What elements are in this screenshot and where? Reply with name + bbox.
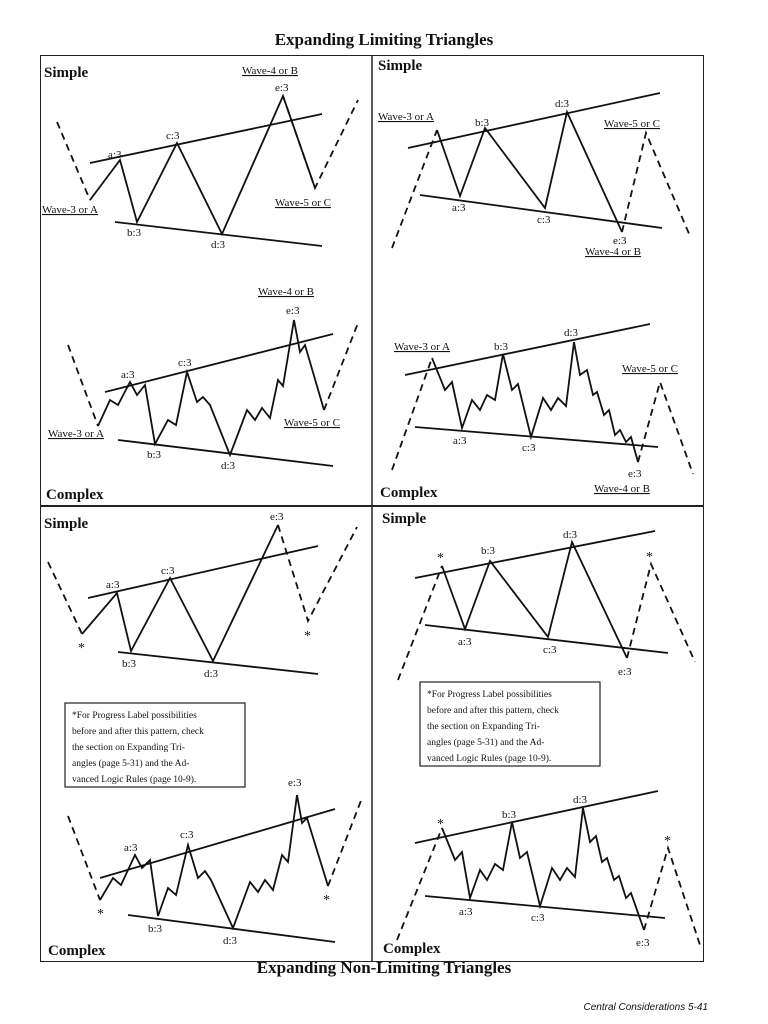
point-c: c:3 bbox=[161, 565, 175, 577]
point-e: e:3 bbox=[618, 666, 632, 678]
wave-label-5c: Wave-5 or C bbox=[604, 118, 660, 130]
point-b: b:3 bbox=[502, 809, 517, 821]
point-e: e:3 bbox=[636, 937, 650, 949]
point-d: d:3 bbox=[223, 935, 238, 947]
asterisk-marker: * bbox=[437, 551, 444, 566]
wave-label-3a: Wave-3 or A bbox=[42, 204, 98, 216]
point-d: d:3 bbox=[221, 460, 236, 472]
exit-dashed bbox=[644, 848, 700, 945]
point-a: a:3 bbox=[459, 906, 473, 918]
point-e: e:3 bbox=[613, 235, 627, 247]
label-simple-tl: Simple bbox=[44, 65, 89, 81]
wave-path bbox=[100, 795, 328, 928]
note-box-right bbox=[420, 682, 600, 766]
bottom-title: Expanding Non-Limiting Triangles bbox=[256, 958, 512, 977]
point-b: b:3 bbox=[481, 545, 496, 557]
point-c: c:3 bbox=[180, 829, 194, 841]
point-e: e:3 bbox=[270, 511, 284, 523]
label-complex-bl: Complex bbox=[48, 943, 106, 959]
note-line: *For Progress Label possibilities bbox=[72, 711, 197, 721]
entry-dashed bbox=[48, 562, 82, 634]
wave-path bbox=[98, 320, 324, 455]
point-a: a:3 bbox=[124, 842, 138, 854]
note-line: the section on Expanding Tri- bbox=[72, 743, 185, 753]
wave-label-5c: Wave-5 or C bbox=[622, 363, 678, 375]
note-line: vanced Logic Rules (page 10-9). bbox=[427, 754, 552, 764]
point-e: e:3 bbox=[628, 468, 642, 480]
note-line: angles (page 5-31) and the Ad- bbox=[427, 738, 545, 748]
asterisk-marker: * bbox=[304, 629, 311, 644]
entry-dashed bbox=[392, 130, 437, 248]
point-b: b:3 bbox=[127, 227, 142, 239]
point-c: c:3 bbox=[537, 214, 551, 226]
point-e: e:3 bbox=[286, 305, 300, 317]
point-d: d:3 bbox=[555, 98, 570, 110]
entry-dashed bbox=[68, 345, 98, 426]
note-line: before and after this pattern, check bbox=[72, 727, 204, 737]
upper-trendline bbox=[88, 546, 318, 598]
exit-dashed bbox=[638, 382, 693, 474]
note-line: before and after this pattern, check bbox=[427, 706, 559, 716]
note-line: vanced Logic Rules (page 10-9). bbox=[72, 775, 197, 785]
point-d: d:3 bbox=[204, 668, 219, 680]
point-a: a:3 bbox=[108, 149, 122, 161]
wave-label-4b: Wave-4 or B bbox=[242, 65, 298, 77]
entry-dashed bbox=[398, 566, 442, 680]
entry-dashed bbox=[397, 828, 442, 940]
pattern-nonlimiting-simple-left bbox=[48, 525, 357, 674]
point-c: c:3 bbox=[531, 912, 545, 924]
exit-dashed bbox=[622, 133, 690, 236]
upper-trendline bbox=[415, 791, 658, 843]
upper-trendline bbox=[415, 531, 655, 578]
note-line: the section on Expanding Tri- bbox=[427, 722, 540, 732]
wave-label-3a: Wave-3 or A bbox=[394, 341, 450, 353]
point-a: a:3 bbox=[106, 579, 120, 591]
pattern-limiting-simple-left bbox=[57, 96, 358, 246]
wave-label-4b: Wave-4 or B bbox=[594, 483, 650, 495]
exit-dashed bbox=[283, 96, 358, 188]
note-line: *For Progress Label possibilities bbox=[427, 690, 552, 700]
label-simple-bl: Simple bbox=[44, 516, 89, 532]
exit-dashed bbox=[328, 798, 362, 886]
exit-dashed bbox=[324, 323, 358, 410]
note-box-left bbox=[65, 703, 245, 787]
entry-dashed bbox=[392, 358, 432, 470]
point-a: a:3 bbox=[458, 636, 472, 648]
label-complex-mr: Complex bbox=[380, 485, 438, 501]
point-b: b:3 bbox=[122, 658, 137, 670]
note-line: angles (page 5-31) and the Ad- bbox=[72, 759, 190, 769]
point-b: b:3 bbox=[148, 923, 163, 935]
point-a: a:3 bbox=[121, 369, 135, 381]
point-c: c:3 bbox=[178, 357, 192, 369]
point-e: e:3 bbox=[288, 777, 302, 789]
wave-path bbox=[90, 96, 315, 234]
point-c: c:3 bbox=[522, 442, 536, 454]
wave-label-5c: Wave-5 or C bbox=[275, 197, 331, 209]
page-footer: Central Considerations 5-41 bbox=[583, 1002, 708, 1013]
point-c: c:3 bbox=[543, 644, 557, 656]
point-e: e:3 bbox=[275, 82, 289, 94]
wave-label-5c: Wave-5 or C bbox=[284, 417, 340, 429]
point-d: d:3 bbox=[563, 529, 578, 541]
exit-dashed bbox=[278, 525, 357, 621]
wave-label-4b: Wave-4 or B bbox=[585, 246, 641, 258]
wave-label-4b: Wave-4 or B bbox=[258, 286, 314, 298]
point-d: d:3 bbox=[211, 239, 226, 251]
asterisk-marker: * bbox=[97, 907, 104, 922]
asterisk-marker: * bbox=[664, 834, 671, 849]
asterisk-marker: * bbox=[437, 817, 444, 832]
upper-trendline bbox=[90, 114, 322, 163]
wave-label-3a: Wave-3 or A bbox=[378, 111, 434, 123]
point-b: b:3 bbox=[494, 341, 509, 353]
point-a: a:3 bbox=[452, 202, 466, 214]
point-d: d:3 bbox=[564, 327, 579, 339]
point-d: d:3 bbox=[573, 794, 588, 806]
wave-label-3a: Wave-3 or A bbox=[48, 428, 104, 440]
point-a: a:3 bbox=[453, 435, 467, 447]
point-b: b:3 bbox=[147, 449, 162, 461]
point-c: c:3 bbox=[166, 130, 180, 142]
entry-dashed bbox=[68, 816, 100, 900]
pattern-limiting-complex-left bbox=[68, 320, 358, 466]
label-complex-ml: Complex bbox=[46, 487, 104, 503]
asterisk-marker: * bbox=[646, 550, 653, 565]
label-complex-br: Complex bbox=[383, 941, 441, 957]
lower-trendline bbox=[415, 427, 658, 447]
exit-dashed bbox=[627, 564, 695, 662]
point-b: b:3 bbox=[475, 117, 490, 129]
asterisk-marker: * bbox=[78, 641, 85, 656]
top-title: Expanding Limiting Triangles bbox=[274, 30, 494, 49]
pattern-nonlimiting-complex-right bbox=[397, 791, 700, 945]
label-simple-tr: Simple bbox=[378, 58, 423, 74]
pattern-nonlimiting-complex-left bbox=[68, 795, 362, 942]
entry-dashed bbox=[57, 122, 90, 200]
asterisk-marker: * bbox=[323, 893, 330, 908]
wave-path bbox=[437, 112, 622, 232]
label-simple-br: Simple bbox=[382, 511, 427, 527]
